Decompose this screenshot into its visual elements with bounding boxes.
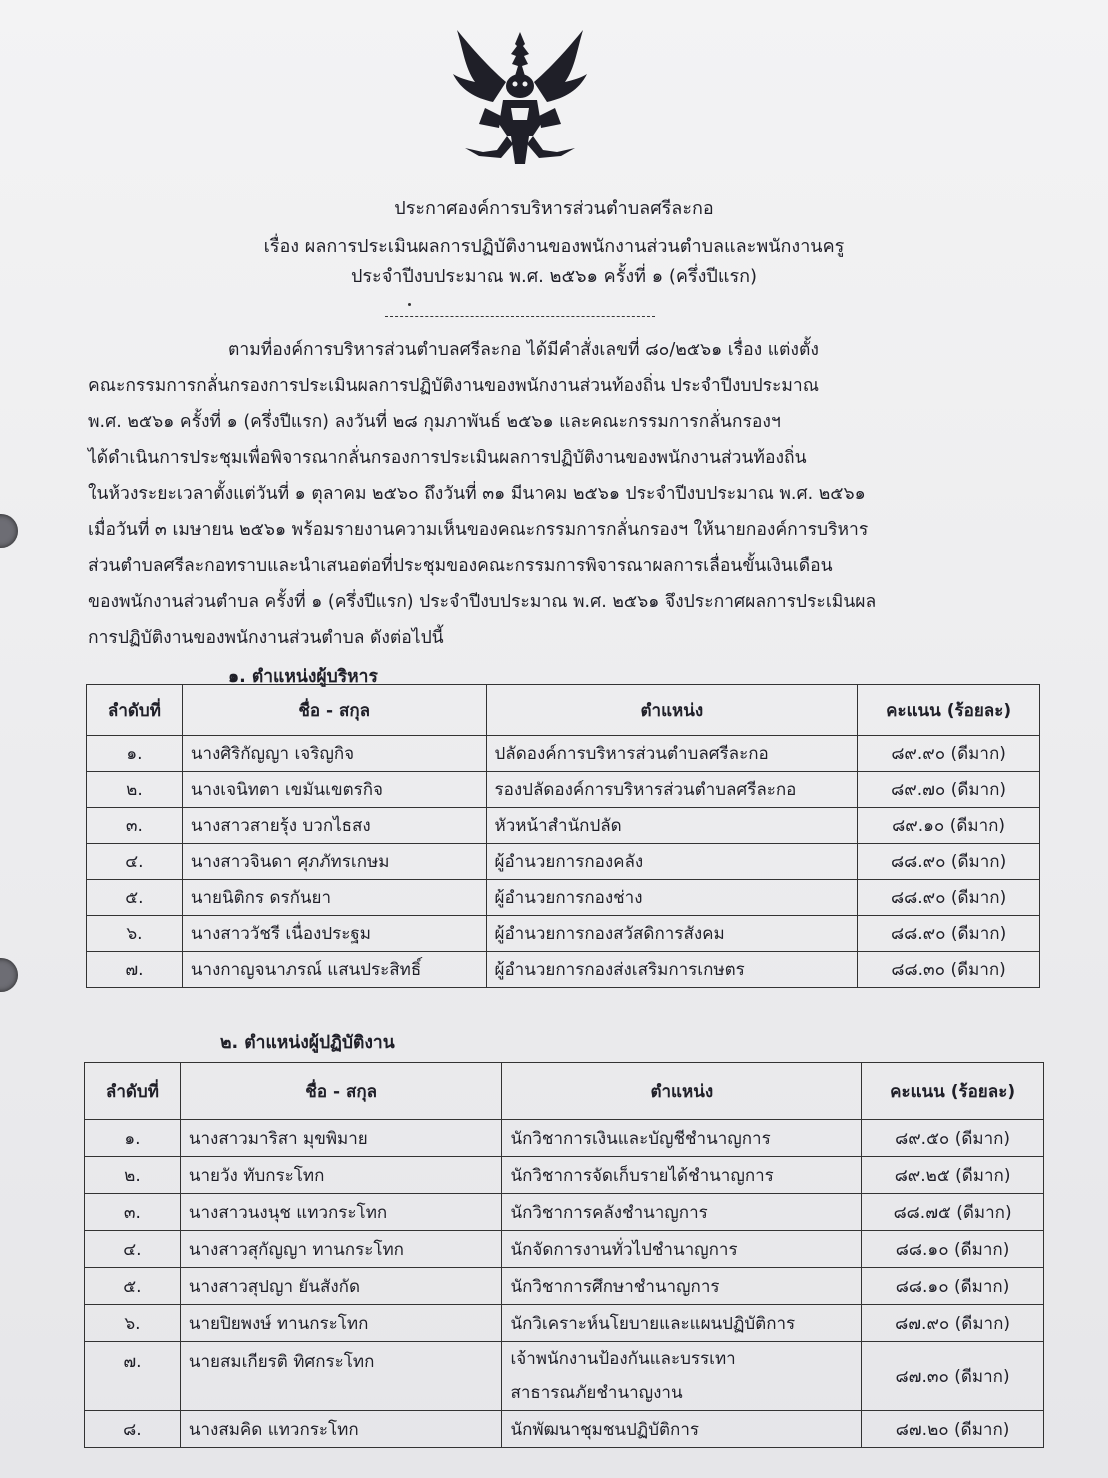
- row-name: นางสาวมาริสา มุขพิมาย: [180, 1120, 502, 1157]
- row-name: นางสาวสุกัญญา ทานกระโทก: [180, 1231, 502, 1268]
- table-row: [85, 1268, 1044, 1305]
- row-score: ๘๙.๑๐ (ดีมาก): [858, 808, 1040, 844]
- row-name: นางสาวนงนุช แทวกระโทก: [180, 1194, 502, 1231]
- table-row: [87, 736, 1040, 772]
- row-score: ๘๙.๙๐ (ดีมาก): [858, 736, 1040, 772]
- table-row: [87, 772, 1040, 808]
- row-order: ๖.: [85, 1305, 181, 1342]
- row-order: ๘.: [85, 1411, 181, 1448]
- row-position: รองปลัดองค์การบริหารส่วนตำบลศรีละกอ: [486, 772, 858, 808]
- row-name: นายนิติกร ดรกันยา: [182, 880, 486, 916]
- row-position: นักวิชาการศึกษาชำนาญการ: [502, 1268, 862, 1305]
- row-position: ผู้อำนวยการกองช่าง: [486, 880, 858, 916]
- row-name: นางสาวจินดา ศุภภัทรเกษม: [182, 844, 486, 880]
- row-position: นักวิชาการคลังชำนาญการ: [502, 1194, 862, 1231]
- body-line: ตามที่องค์การบริหารส่วนตำบลศรีละกอ ได้มีคำสั่งเลขที่ ๘๐/๒๕๖๑ เรื่อง แต่งตั้ง: [228, 340, 819, 360]
- row-position: นักพัฒนาชุมชนปฏิบัติการ: [502, 1411, 862, 1448]
- row-position: นักวิเคราะห์นโยบายและแผนปฏิบัติการ: [502, 1305, 862, 1342]
- table-row: [87, 916, 1040, 952]
- table-row: [87, 844, 1040, 880]
- row-name: นายสมเกียรติ ทิศกระโทก: [180, 1342, 502, 1411]
- dashed-divider: [385, 316, 655, 317]
- table-header-row: [85, 1063, 1044, 1120]
- row-score: ๘๘.๙๐ (ดีมาก): [858, 916, 1040, 952]
- executives-table: [86, 684, 1040, 988]
- row-position: นักจัดการงานทั่วไปชำนาญการ: [502, 1231, 862, 1268]
- row-score: ๘๘.๓๐ (ดีมาก): [858, 952, 1040, 988]
- punch-hole: [0, 958, 18, 992]
- table-row: [85, 1342, 1044, 1411]
- body-line: พ.ศ. ๒๕๖๑ ครั้งที่ ๑ (ครึ่งปีแรก) ลงวันที่ ๒๘ กุมภาพันธ์ ๒๕๖๑ และคณะกรรมการกลั่นกรองฯ: [88, 412, 781, 432]
- row-score: ๘๗.๓๐ (ดีมาก): [862, 1342, 1044, 1411]
- row-score: ๘๘.๗๕ (ดีมาก): [862, 1194, 1044, 1231]
- col-header-order: ลำดับที่: [85, 1063, 181, 1120]
- row-name: นางสาวสายรุ้ง บวกไธสง: [182, 808, 486, 844]
- row-position: ผู้อำนวยการกองคลัง: [486, 844, 858, 880]
- table-row: [87, 880, 1040, 916]
- body-line: ในห้วงระยะเวลาตั้งแต่วันที่ ๑ ตุลาคม ๒๕๖๐ ถึงวันที่ ๓๑ มีนาคม ๒๕๖๑ ประจำปีงบประมาณ พ.ศ. ๒๕๖๑: [88, 484, 866, 504]
- row-order: ๗.: [85, 1342, 181, 1411]
- row-order: ๔.: [87, 844, 183, 880]
- body-line: เมื่อวันที่ ๓ เมษายน ๒๕๖๑ พร้อมรายงานความเห็นของคณะกรรมการกลั่นกรองฯ ให้นายกองค์การบริหาร: [88, 520, 869, 540]
- table-header-row: [87, 685, 1040, 736]
- row-order: ๓.: [85, 1194, 181, 1231]
- row-position-line: เจ้าพนักงานป้องกันและบรรเทา: [510, 1349, 736, 1369]
- table-row: [85, 1157, 1044, 1194]
- row-order: ๓.: [87, 808, 183, 844]
- row-position: นักวิชาการจัดเก็บรายได้ชำนาญการ: [502, 1157, 862, 1194]
- section-title-operational-staff: ๒. ตำแหน่งผู้ปฏิบัติงาน: [220, 1033, 395, 1053]
- table-row: [85, 1411, 1044, 1448]
- row-name: นางศิริกัญญา เจริญกิจ: [182, 736, 486, 772]
- row-name: นางสมคิด แทวกระโทก: [180, 1411, 502, 1448]
- body-line: ส่วนตำบลศรีละกอทราบและนำเสนอต่อที่ประชุมของคณะกรรมการพิจารณาผลการเลื่อนขั้นเงินเดือน: [88, 556, 833, 576]
- row-order: ๕.: [87, 880, 183, 916]
- row-order: ๒.: [87, 772, 183, 808]
- col-header-order: ลำดับที่: [87, 685, 183, 736]
- announcement-title: ประกาศองค์การบริหารส่วนตำบลศรีละกอ: [394, 198, 714, 219]
- section-title-executives: ๑. ตำแหน่งผู้บริหาร: [228, 667, 378, 687]
- row-position: หัวหน้าสำนักปลัด: [486, 808, 858, 844]
- announcement-body: [88, 332, 993, 656]
- body-line: ของพนักงานส่วนตำบล ครั้งที่ ๑ (ครึ่งปีแรก) ประจำปีงบประมาณ พ.ศ. ๒๕๖๑ จึงประกาศผลการประเมินผล: [88, 592, 877, 612]
- row-name: นางเจนิทตา เขมันเขตรกิจ: [182, 772, 486, 808]
- row-score: ๘๙.๗๐ (ดีมาก): [858, 772, 1040, 808]
- row-score: ๘๘.๙๐ (ดีมาก): [858, 844, 1040, 880]
- body-line: คณะกรรมการกลั่นกรองการประเมินผลการปฏิบัติงานของพนักงานส่วนท้องถิ่น ประจำปีงบประมาณ: [88, 376, 819, 396]
- row-position: ผู้อำนวยการกองสวัสดิการสังคม: [486, 916, 858, 952]
- row-order: ๒.: [85, 1157, 181, 1194]
- row-order: ๕.: [85, 1268, 181, 1305]
- row-position: นักวิชาการเงินและบัญชีชำนาญการ: [502, 1120, 862, 1157]
- row-score: ๘๘.๑๐ (ดีมาก): [862, 1268, 1044, 1305]
- row-position: [502, 1342, 862, 1411]
- table-row: [85, 1305, 1044, 1342]
- table-row: [85, 1120, 1044, 1157]
- row-order: ๖.: [87, 916, 183, 952]
- table-row: [85, 1194, 1044, 1231]
- body-line: การปฏิบัติงานของพนักงานส่วนตำบล ดังต่อไปนี้: [88, 628, 444, 648]
- row-name: นางสาวสุปญา ยันสังกัด: [180, 1268, 502, 1305]
- row-score: ๘๙.๒๕ (ดีมาก): [862, 1157, 1044, 1194]
- body-line: ได้ดำเนินการประชุมเพื่อพิจารณากลั่นกรองการประเมินผลการปฏิบัติงานของพนักงานส่วนท้องถิ่น: [88, 448, 807, 468]
- operational-staff-table: [84, 1062, 1044, 1448]
- punch-hole: [0, 514, 18, 548]
- col-header-name: ชื่อ - สกุล: [180, 1063, 502, 1120]
- row-name: นางสาววัชรี เนื่องประฐม: [182, 916, 486, 952]
- row-order: ๑.: [85, 1120, 181, 1157]
- col-header-position: ตำแหน่ง: [486, 685, 858, 736]
- row-order: ๑.: [87, 736, 183, 772]
- row-name: นางกาญจนาภรณ์ แสนประสิทธิ์: [182, 952, 486, 988]
- announcement-subject: เรื่อง ผลการประเมินผลการปฏิบัติงานของพนักงานส่วนตำบลและพนักงานครู: [263, 236, 845, 257]
- row-order: ๔.: [85, 1231, 181, 1268]
- row-score: ๘๙.๕๐ (ดีมาก): [862, 1120, 1044, 1157]
- row-score: ๘๗.๙๐ (ดีมาก): [862, 1305, 1044, 1342]
- row-position: ผู้อำนวยการกองส่งเสริมการเกษตร: [486, 952, 858, 988]
- row-score: ๘๘.๑๐ (ดีมาก): [862, 1231, 1044, 1268]
- col-header-position: ตำแหน่ง: [502, 1063, 862, 1120]
- row-order: ๗.: [87, 952, 183, 988]
- garuda-emblem-icon: [445, 24, 595, 174]
- row-name: นายปิยพงษ์ ทานกระโทก: [180, 1305, 502, 1342]
- row-position: ปลัดองค์การบริหารส่วนตำบลศรีละกอ: [486, 736, 858, 772]
- row-position-line: สาธารณภัยชำนาญงาน: [510, 1383, 683, 1403]
- ink-dot: [408, 303, 411, 306]
- announcement-fiscal-year: ประจำปีงบประมาณ พ.ศ. ๒๕๖๑ ครั้งที่ ๑ (ครึ่งปีแรก): [350, 266, 758, 287]
- table-row: [87, 952, 1040, 988]
- col-header-score: คะแนน (ร้อยละ): [862, 1063, 1044, 1120]
- row-score: ๘๗.๒๐ (ดีมาก): [862, 1411, 1044, 1448]
- table-row: [85, 1231, 1044, 1268]
- col-header-score: คะแนน (ร้อยละ): [858, 685, 1040, 736]
- row-score: ๘๘.๙๐ (ดีมาก): [858, 880, 1040, 916]
- row-name: นายวัง ทับกระโทก: [180, 1157, 502, 1194]
- col-header-name: ชื่อ - สกุล: [182, 685, 486, 736]
- table-row: [87, 808, 1040, 844]
